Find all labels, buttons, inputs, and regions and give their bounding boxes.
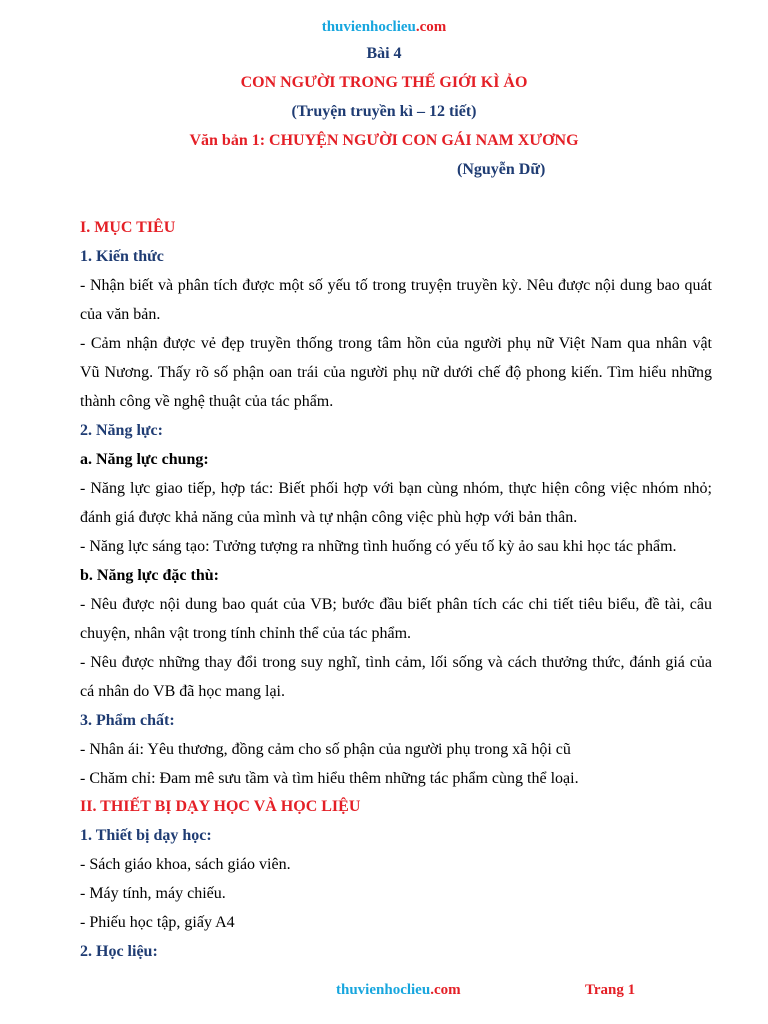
general-competence-line: - Năng lực giao tiếp, hợp tác: Biết phối hợp với bạn cùng nhóm, thực hiện công việc nhóm nhỏ;	[80, 480, 712, 497]
equipment-line: - Phiếu học tập, giấy A4	[80, 914, 235, 931]
footer-site-name-part1: thuvienhoclieu	[336, 982, 431, 998]
specific-competence-line: cá nhân do VB đã học mang lại.	[80, 683, 285, 700]
header-site-name	[0, 17, 768, 37]
general-competence-line: - Năng lực sáng tạo: Tưởng tượng ra những tình huống có yếu tố kỳ ảo sau khi học tác phẩm.	[80, 538, 677, 555]
author-name: (Nguyễn Dữ)	[457, 161, 546, 178]
specific-competence-line: - Nêu được nội dung bao quát của VB; bước đầu biết phân tích các chi tiết tiêu biểu, đề tài, câu	[80, 596, 712, 613]
footer-site-name	[336, 980, 536, 1000]
qualities-line: - Nhân ái: Yêu thương, đồng cảm cho số phận của người phụ trong xã hội cũ	[80, 741, 571, 758]
header-site-name-part2: .com	[415, 19, 447, 35]
knowledge-heading: 1. Kiến thức	[80, 248, 164, 265]
qualities-heading: 3. Phẩm chất:	[80, 712, 175, 729]
specific-competence-heading: b. Năng lực đặc thù:	[80, 567, 219, 584]
text-title: Văn bản 1: CHUYỆN NGƯỜI CON GÁI NAM XƯƠNG	[189, 132, 579, 149]
footer-site-name-part2: .com	[430, 982, 461, 998]
genre-subtitle: (Truyện truyền kì – 12 tiết)	[291, 103, 477, 120]
general-competence-heading: a. Năng lực chung:	[80, 451, 209, 468]
specific-competence-line: chuyện, nhân vật trong tính chỉnh thể của tác phẩm.	[80, 625, 412, 642]
equipment-line: - Máy tính, máy chiếu.	[80, 885, 226, 902]
qualities-line: - Chăm chỉ: Đam mê sưu tầm và tìm hiểu thêm những tác phẩm cùng thể loại.	[80, 770, 579, 787]
knowledge-line: Vũ Nương. Thấy rõ số phận oan trái của người phụ nữ dưới chế độ phong kiến. Tìm hiểu những	[80, 364, 712, 381]
general-competence-line: đánh giá được khả năng của mình và tự nhận công việc phù hợp với bản thân.	[80, 509, 578, 526]
knowledge-line: - Cảm nhận được vẻ đẹp truyền thống trong tâm hồn của người phụ nữ Việt Nam qua nhân vật	[80, 335, 712, 352]
header-site-name-part1: thuvienhoclieu	[321, 19, 416, 35]
equipment-heading: 1. Thiết bị dạy học:	[80, 827, 212, 844]
page-number: Trang 1	[585, 982, 636, 998]
section1-heading: I. MỤC TIÊU	[80, 219, 176, 236]
equipment-line: - Sách giáo khoa, sách giáo viên.	[80, 856, 291, 873]
lesson-number: Bài 4	[366, 45, 402, 62]
knowledge-line: thành công về nghệ thuật của tác phẩm.	[80, 393, 334, 410]
competence-heading: 2. Năng lực:	[80, 422, 163, 439]
unit-title: CON NGƯỜI TRONG THẾ GIỚI KÌ ẢO	[240, 74, 528, 91]
knowledge-line: của văn bản.	[80, 306, 161, 323]
materials-heading: 2. Học liệu:	[80, 943, 158, 960]
knowledge-line: - Nhận biết và phân tích được một số yếu tố trong truyện truyền kỳ. Nêu được nội dung bao quát	[80, 277, 712, 294]
section2-heading: II. THIẾT BỊ DẠY HỌC VÀ HỌC LIỆU	[80, 798, 361, 815]
specific-competence-line: - Nêu được những thay đổi trong suy nghĩ, tình cảm, lối sống và cách thưởng thức, đánh giá của	[80, 654, 712, 671]
